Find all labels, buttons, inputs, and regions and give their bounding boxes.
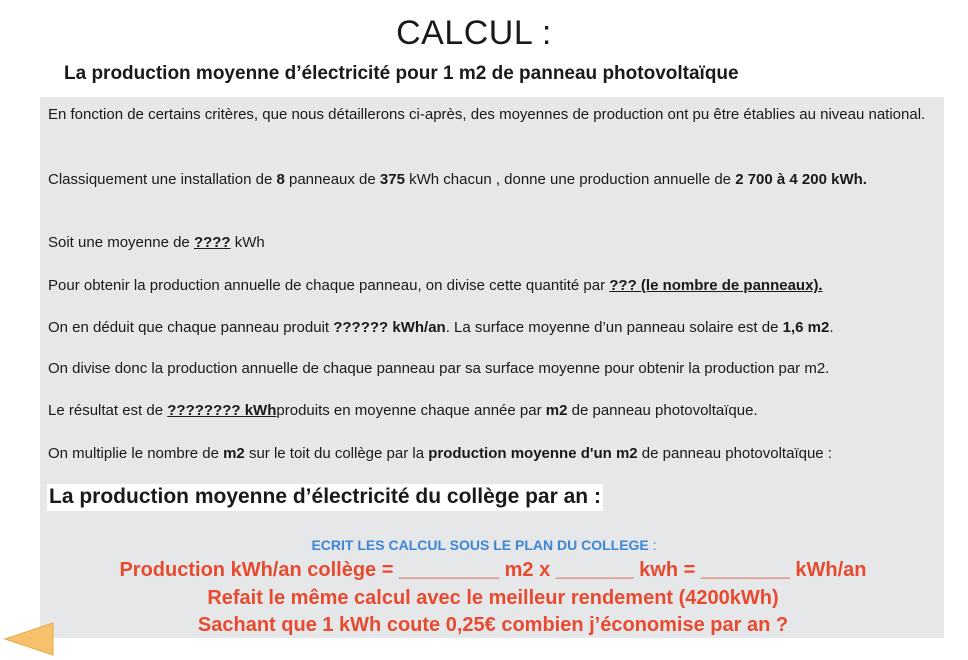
paragraph-result: Le résultat est de ???????? kWhproduits en moyenne chaque année par m2 de panneau photovoltaïque. <box>48 402 758 419</box>
instruction-text: ECRIT LES CALCUL SOUS LE PLAN DU COLLEGE : <box>311 537 657 553</box>
best-yield-line: Refait le même calcul avec le meilleur rendement (4200kWh) <box>207 587 779 609</box>
calculation-line: Production kWh/an collège = _________ m2 x _______ kwh = ________ kWh/an <box>119 559 867 581</box>
paragraph-divide: Pour obtenir la production annuelle de chaque panneau, on divise cette quantité par ??? (le nombre de panneaux). <box>48 277 823 294</box>
page-subtitle: La production moyenne d’électricité pour 1 m2 de panneau photovoltaïque <box>64 63 739 84</box>
back-arrow-icon[interactable] <box>3 620 55 658</box>
paragraph-average: Soit une moyenne de ???? kWh <box>48 234 265 251</box>
page-title: CALCUL : <box>396 14 552 52</box>
paragraph-surface: On divise donc la production annuelle de chaque panneau par sa surface moyenne pour obtenir la production par m2. <box>48 360 830 377</box>
savings-question-line: Sachant que 1 kWh coute 0,25€ combien j’économise par an ? <box>197 614 789 636</box>
highlight-heading: La production moyenne d’électricité du collège par an : <box>47 484 603 511</box>
paragraph-per-panel: On en déduit que chaque panneau produit ?????? kWh/an. La surface moyenne d’un panneau solaire est de 1,6 m2. <box>48 319 834 336</box>
paragraph-multiply: On multiplie le nombre de m2 sur le toit du collège par la production moyenne d'un m2 de panneau photovoltaïque : <box>48 445 832 462</box>
paragraph-installation: Classiquement une installation de 8 panneaux de 375 kWh chacun , donne une production annuelle de 2 700 à 4 200 kWh. <box>48 171 867 188</box>
paragraph-intro: En fonction de certains critères, que nous détaillerons ci-après, des moyennes de production ont pu être établies au niveau national. <box>48 106 926 123</box>
